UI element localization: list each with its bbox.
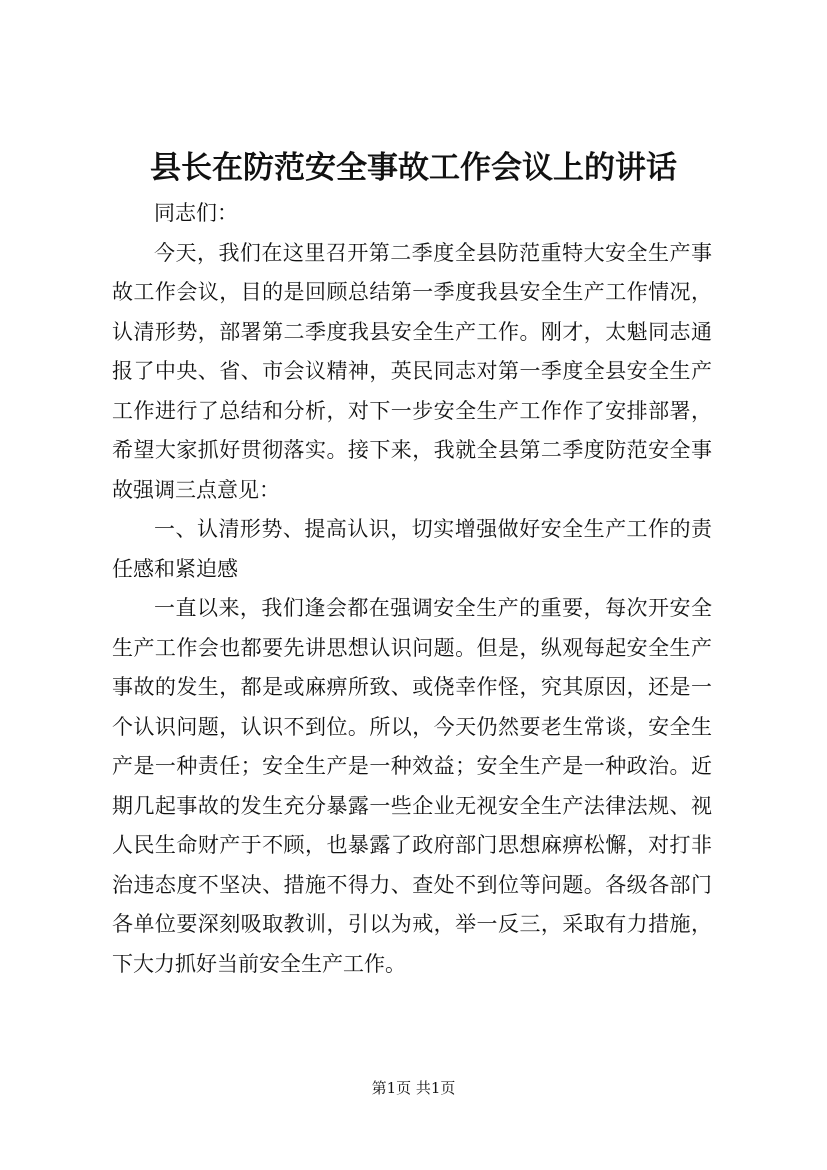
- document-title: 县长在防范安全事故工作会议上的讲话: [150, 150, 677, 186]
- salutation: 同志们：: [154, 201, 238, 225]
- paragraph-section-1: 一直以来，我们逢会都在强调安全生产的重要，每次开安全生产工作会也都要先讲思想认识问题。但是，纵观每起安全生产事故的发生，都是或麻痹所致、或侥幸作怪，究其原因，还是一个认识问题，认识不到位。所以，今天仍然要老生常谈，安全生产是一种责任；安全生产是一种效益；安全生产是一种政治。近期几起事故的发生充分暴露一些企业无视安全生产法律法规、视人民生命财产于不顾，也暴露了政府部门思想麻痹松懈，对打非治违态度不坚决、措施不得力、查处不到位等问题。各级各部门各单位要深刻吸取教训，引以为戒，举一反三，采取有力措施，下大力抓好当前安全生产工作。: [112, 596, 712, 976]
- section-heading-1: 一、认清形势、提高认识，切实增强做好安全生产工作的责任感和紧迫感: [112, 517, 712, 581]
- page-footer: 第1页 共1页: [371, 1079, 456, 1097]
- paragraph-intro: 今天，我们在这里召开第二季度全县防范重特大安全生产事故工作会议，目的是回顾总结第一季度我县安全生产工作情况，认清形势，部署第二季度我县安全生产工作。刚才，太魁同志通报了中央、省、市会议精神，英民同志对第一季度全县安全生产工作进行了总结和分析，对下一步安全生产工作作了安排部署，希望大家抓好贯彻落实。接下来，我就全县第二季度防范安全事故强调三点意见：: [112, 240, 712, 502]
- document-body: [112, 194, 712, 984]
